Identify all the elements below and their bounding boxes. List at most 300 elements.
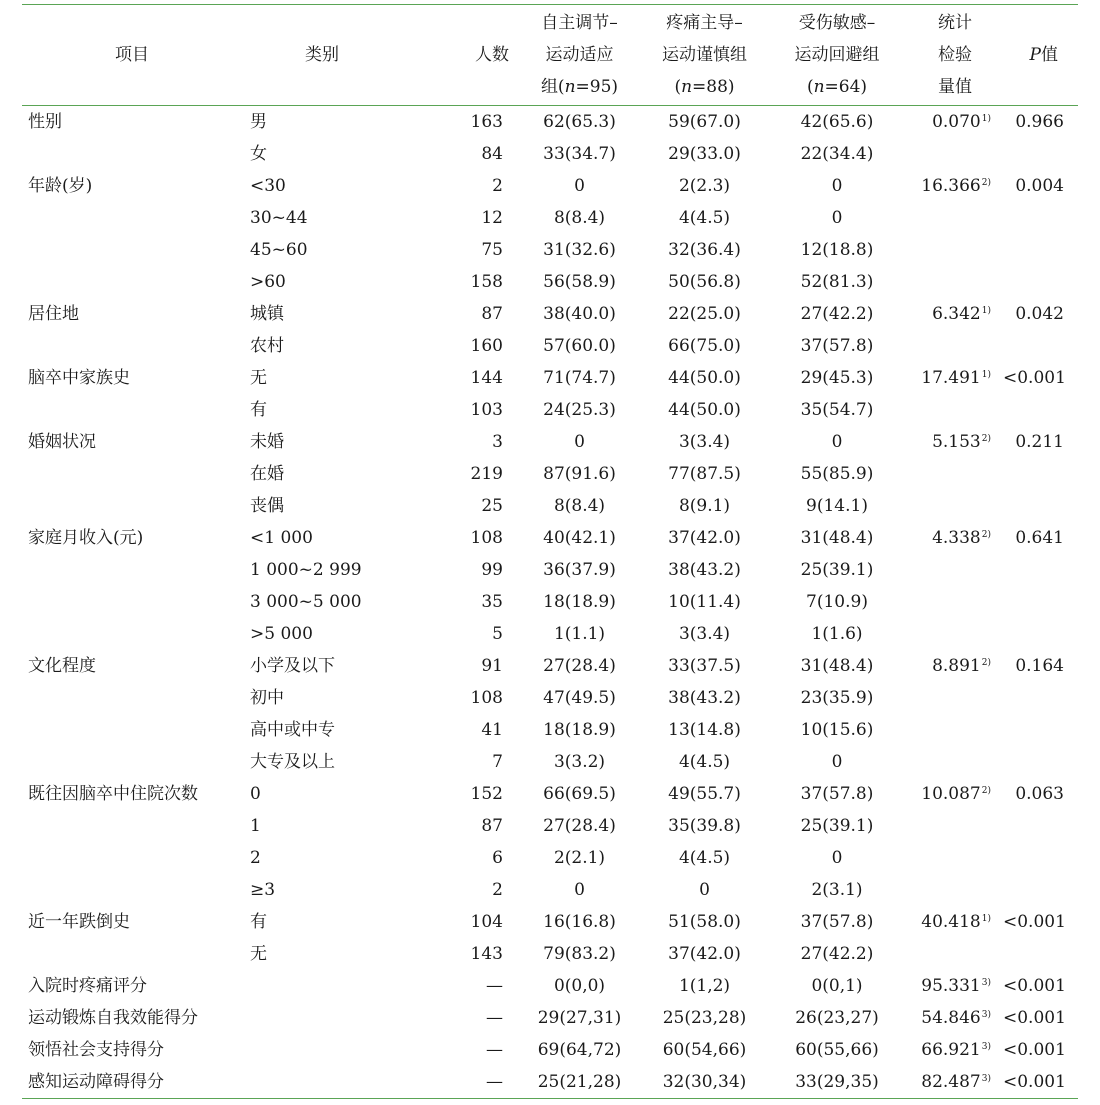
header-group-2-line-2: 运动谨慎组 [662, 45, 747, 65]
row-category-text: 无 [250, 944, 267, 964]
stat-footnote-marker: 2) [981, 178, 991, 188]
row-p-value [1003, 234, 1078, 266]
header-stat [907, 5, 1003, 105]
stat-footnote-marker: 3) [981, 1074, 991, 1084]
row-item [22, 778, 242, 810]
row-count-text: 7 [492, 752, 503, 772]
row-item [22, 682, 242, 714]
row-category-text: 男 [250, 112, 267, 132]
row-p-value [1003, 778, 1078, 810]
row-group-1-text: 33(34.7) [543, 144, 616, 164]
row-group-2-text: 1(1,2) [678, 976, 731, 996]
row-group-2 [642, 1066, 767, 1098]
row-group-3 [767, 394, 907, 426]
row-stat [907, 1002, 1003, 1034]
row-stat [907, 650, 1003, 682]
row-group-3-text: 12(18.8) [800, 240, 874, 260]
row-group-3-text: 31(48.4) [800, 528, 874, 548]
row-group-2 [642, 618, 767, 650]
table-row [22, 714, 1078, 746]
row-group-1 [517, 746, 642, 778]
row-group-3-text: 42(65.6) [800, 112, 874, 132]
row-category [242, 938, 402, 970]
row-category-text: 丧偶 [250, 496, 284, 516]
table-row [22, 554, 1078, 586]
row-group-2-text: 4(4.5) [678, 848, 731, 868]
row-group-1-text: 18(18.9) [543, 592, 616, 612]
row-count-text: — [486, 1040, 503, 1060]
row-p-value [1003, 650, 1078, 682]
row-stat [907, 106, 1003, 138]
row-item [22, 650, 242, 682]
row-count [402, 970, 517, 1002]
row-category-text: 1 000~2 999 [250, 560, 362, 580]
row-group-2-text: 13(14.8) [668, 720, 741, 740]
row-count [402, 426, 517, 458]
row-group-2-text: 22(25.0) [668, 304, 741, 324]
table-row [22, 810, 1078, 842]
table-wrapper [22, 4, 1078, 1099]
row-group-2-text: 51(58.0) [668, 912, 741, 932]
row-p-value-text: <0.001 [1003, 368, 1066, 388]
table-row [22, 362, 1078, 394]
row-count [402, 650, 517, 682]
row-group-3 [767, 330, 907, 362]
row-item-text: 领悟社会支持得分 [28, 1040, 164, 1060]
row-count [402, 330, 517, 362]
row-group-3 [767, 458, 907, 490]
row-count [402, 234, 517, 266]
row-count-text: 91 [481, 656, 503, 676]
row-group-2-text: 37(42.0) [668, 944, 741, 964]
row-group-3 [767, 970, 907, 1002]
row-category [242, 650, 402, 682]
row-count [402, 266, 517, 298]
row-stat [907, 298, 1003, 330]
row-group-1 [517, 426, 642, 458]
row-p-value [1003, 874, 1078, 906]
row-stat [907, 682, 1003, 714]
row-group-1 [517, 842, 642, 874]
data-table-body [22, 106, 1078, 1098]
row-group-1 [517, 682, 642, 714]
row-category-text: 0 [250, 784, 261, 804]
row-group-1-text: 0(0,0) [553, 976, 606, 996]
row-group-3-text: 22(34.4) [800, 144, 874, 164]
row-group-1-text: 8(8.4) [553, 496, 606, 516]
row-group-1-text: 27(28.4) [543, 656, 616, 676]
row-group-1 [517, 970, 642, 1002]
row-count [402, 170, 517, 202]
row-group-3-text: 0 [831, 752, 843, 772]
row-group-3 [767, 938, 907, 970]
row-category [242, 970, 402, 1002]
row-group-3 [767, 106, 907, 138]
row-item [22, 874, 242, 906]
row-category [242, 170, 402, 202]
row-stat [907, 906, 1003, 938]
row-stat [907, 1066, 1003, 1098]
row-group-1 [517, 234, 642, 266]
row-stat [907, 330, 1003, 362]
row-group-1 [517, 906, 642, 938]
row-p-value [1003, 458, 1078, 490]
row-group-1 [517, 938, 642, 970]
row-count-text: 25 [481, 496, 503, 516]
stat-footnote-marker: 3) [981, 1010, 991, 1020]
header-group-2 [642, 5, 767, 105]
row-item [22, 266, 242, 298]
table-row [22, 970, 1078, 1002]
row-group-3-text: 2(3.1) [811, 880, 863, 900]
table-row [22, 458, 1078, 490]
row-group-1-text: 62(65.3) [543, 112, 616, 132]
row-category [242, 554, 402, 586]
row-count [402, 938, 517, 970]
row-p-value [1003, 842, 1078, 874]
row-category-text: 未婚 [250, 432, 284, 452]
row-p-value-text: 0.063 [1015, 784, 1064, 804]
row-count-text: 87 [481, 304, 503, 324]
row-count-text: 144 [470, 368, 503, 388]
row-group-2-text: 3(3.4) [678, 624, 731, 644]
row-category-text: 女 [250, 144, 267, 164]
row-item-text: 婚姻状况 [28, 432, 96, 452]
row-group-2 [642, 874, 767, 906]
stat-footnote-marker: 3) [981, 978, 991, 988]
row-stat-text: 95.331 [921, 976, 981, 996]
row-group-2 [642, 298, 767, 330]
row-item [22, 458, 242, 490]
row-group-3-text: 10(15.6) [800, 720, 874, 740]
row-group-2 [642, 170, 767, 202]
row-item [22, 1066, 242, 1098]
row-count-text: 2 [492, 176, 503, 196]
row-group-1-text: 0 [574, 176, 585, 196]
row-p-value [1003, 1002, 1078, 1034]
stat-footnote-marker: 1) [981, 914, 991, 924]
row-group-2-text: 4(4.5) [678, 752, 731, 772]
row-group-2 [642, 554, 767, 586]
row-group-1-text: 1(1.1) [553, 624, 606, 644]
row-group-1 [517, 394, 642, 426]
row-count-text: 3 [492, 432, 503, 452]
row-group-2-text: 8(9.1) [678, 496, 731, 516]
row-group-3 [767, 362, 907, 394]
row-category-text: 城镇 [250, 304, 284, 324]
row-p-value-text: <0.001 [1003, 976, 1066, 996]
row-group-3-text: 9(14.1) [806, 496, 868, 516]
row-category [242, 138, 402, 170]
table-row [22, 938, 1078, 970]
row-count [402, 842, 517, 874]
header-p-value: P值 [1029, 45, 1058, 65]
row-group-3 [767, 586, 907, 618]
row-group-3-text: 7(10.9) [806, 592, 868, 612]
row-category [242, 1034, 402, 1066]
table-row [22, 618, 1078, 650]
row-item [22, 490, 242, 522]
table-row [22, 1066, 1078, 1098]
row-category [242, 810, 402, 842]
row-group-3-text: 27(42.2) [800, 944, 874, 964]
row-group-2 [642, 426, 767, 458]
row-category-text: 30~44 [250, 208, 308, 228]
row-count-text: 99 [481, 560, 503, 580]
row-group-1-text: 66(69.5) [543, 784, 616, 804]
row-category-text: <1 000 [250, 528, 313, 548]
row-group-3-text: 55(85.9) [800, 464, 874, 484]
row-item [22, 1002, 242, 1034]
row-group-3 [767, 202, 907, 234]
stat-footnote-marker: 2) [981, 658, 991, 668]
row-count [402, 138, 517, 170]
row-category [242, 586, 402, 618]
row-group-2 [642, 106, 767, 138]
table-body [22, 106, 1078, 1098]
row-stat [907, 426, 1003, 458]
row-item-text: 居住地 [28, 304, 79, 324]
row-group-1-text: 27(28.4) [543, 816, 616, 836]
row-category [242, 746, 402, 778]
row-group-1-text: 25(21,28) [537, 1072, 622, 1092]
row-group-1 [517, 490, 642, 522]
row-category-text: 无 [250, 368, 267, 388]
row-item [22, 970, 242, 1002]
row-category-text: 农村 [250, 336, 284, 356]
row-group-2-text: 32(36.4) [668, 240, 741, 260]
row-group-1-text: 31(32.6) [543, 240, 616, 260]
row-group-3-text: 0 [831, 848, 843, 868]
header-category: 类别 [305, 45, 339, 65]
row-p-value [1003, 586, 1078, 618]
row-count [402, 1066, 517, 1098]
row-count-text: — [486, 976, 503, 996]
row-group-2-text: 35(39.8) [668, 816, 741, 836]
header-group-2-line-3: (n=88) [674, 77, 735, 97]
row-category [242, 394, 402, 426]
row-group-3-text: 0 [831, 208, 843, 228]
row-category [242, 618, 402, 650]
row-group-3-text: 27(42.2) [800, 304, 874, 324]
row-count [402, 202, 517, 234]
row-category [242, 842, 402, 874]
row-group-1-text: 87(91.6) [543, 464, 616, 484]
row-group-3 [767, 522, 907, 554]
row-category [242, 330, 402, 362]
row-stat [907, 586, 1003, 618]
header-group-3-line-2: 运动回避组 [794, 45, 880, 65]
row-group-2-text: 60(54,66) [662, 1040, 747, 1060]
row-p-value-text: 0.641 [1015, 528, 1064, 548]
row-p-value [1003, 714, 1078, 746]
table-row [22, 138, 1078, 170]
row-group-1-text: 29(27,31) [537, 1008, 622, 1028]
row-p-value [1003, 490, 1078, 522]
row-item [22, 714, 242, 746]
row-group-1-text: 3(3.2) [553, 752, 606, 772]
header-group-1-line-2: 运动适应 [545, 45, 614, 65]
row-count [402, 618, 517, 650]
row-stat-text: 10.087 [921, 784, 981, 804]
row-group-1 [517, 266, 642, 298]
row-group-2 [642, 714, 767, 746]
header-stat-line-1: 统计 [938, 13, 972, 33]
row-group-2 [642, 970, 767, 1002]
row-stat [907, 714, 1003, 746]
row-group-3 [767, 874, 907, 906]
row-group-3-text: 23(35.9) [800, 688, 874, 708]
header-group-1-line-3: 组(n=95) [540, 77, 619, 97]
row-item-text: 家庭月收入(元) [28, 528, 144, 548]
row-stat [907, 810, 1003, 842]
row-group-1 [517, 650, 642, 682]
row-p-value [1003, 170, 1078, 202]
header-stat-line-3: 量值 [938, 77, 972, 97]
table-row [22, 298, 1078, 330]
row-group-2-text: 3(3.4) [678, 432, 731, 452]
row-stat [907, 362, 1003, 394]
row-group-3-text: 26(23,27) [795, 1008, 879, 1028]
data-table [22, 5, 1078, 105]
row-group-1 [517, 202, 642, 234]
row-count [402, 906, 517, 938]
row-count-text: 2 [492, 880, 503, 900]
table-row [22, 490, 1078, 522]
row-group-2-text: 2(2.3) [678, 176, 731, 196]
row-group-2 [642, 234, 767, 266]
table-row [22, 842, 1078, 874]
row-group-2-text: 59(67.0) [668, 112, 741, 132]
row-group-3 [767, 1034, 907, 1066]
row-p-value-text: <0.001 [1003, 1008, 1066, 1028]
row-group-2 [642, 490, 767, 522]
row-group-2-text: 0 [699, 880, 710, 900]
row-group-2 [642, 1034, 767, 1066]
row-stat-text: 54.846 [921, 1008, 981, 1028]
header-group-3-line-3: (n=64) [806, 77, 868, 97]
row-group-3 [767, 490, 907, 522]
row-p-value [1003, 298, 1078, 330]
row-count [402, 490, 517, 522]
row-group-3 [767, 618, 907, 650]
row-item [22, 746, 242, 778]
row-group-1-text: 69(64,72) [537, 1040, 622, 1060]
row-group-2 [642, 810, 767, 842]
row-group-1-text: 2(2.1) [553, 848, 606, 868]
row-category-text: 2 [250, 848, 261, 868]
row-group-2 [642, 586, 767, 618]
row-group-1 [517, 362, 642, 394]
row-group-1 [517, 586, 642, 618]
row-group-2 [642, 266, 767, 298]
row-group-1 [517, 458, 642, 490]
row-group-3-text: 37(57.8) [800, 784, 874, 804]
row-category [242, 490, 402, 522]
stat-footnote-marker: 1) [981, 370, 991, 380]
row-group-3-text: 25(39.1) [800, 560, 874, 580]
row-category [242, 426, 402, 458]
row-count-text: 143 [470, 944, 503, 964]
row-count-text: 6 [492, 848, 503, 868]
table-row [22, 682, 1078, 714]
row-count-text: 12 [481, 208, 503, 228]
row-p-value [1003, 906, 1078, 938]
row-stat [907, 170, 1003, 202]
row-item [22, 586, 242, 618]
table-row [22, 266, 1078, 298]
row-stat-text: 16.366 [921, 176, 981, 196]
row-group-3 [767, 554, 907, 586]
row-group-2 [642, 330, 767, 362]
row-group-1 [517, 522, 642, 554]
row-stat-text: 17.491 [921, 368, 981, 388]
row-group-3-text: 0(0,1) [811, 976, 863, 996]
row-count-text: 160 [470, 336, 503, 356]
table-row [22, 1002, 1078, 1034]
row-group-3 [767, 714, 907, 746]
row-stat-text: 8.891 [932, 656, 981, 676]
stat-footnote-marker: 2) [981, 786, 991, 796]
row-count [402, 1034, 517, 1066]
row-stat [907, 1034, 1003, 1066]
row-count-text: 75 [481, 240, 503, 260]
row-item [22, 618, 242, 650]
row-category [242, 906, 402, 938]
row-count [402, 810, 517, 842]
row-stat [907, 458, 1003, 490]
row-group-2-text: 49(55.7) [668, 784, 741, 804]
row-group-1 [517, 1002, 642, 1034]
row-p-value [1003, 266, 1078, 298]
row-group-1 [517, 714, 642, 746]
table-row [22, 874, 1078, 906]
header-group-1 [517, 5, 642, 105]
row-stat [907, 842, 1003, 874]
row-p-value [1003, 522, 1078, 554]
row-count [402, 522, 517, 554]
stat-footnote-marker: 1) [981, 306, 991, 316]
stat-footnote-marker: 3) [981, 1042, 991, 1052]
row-category [242, 106, 402, 138]
row-category-text: >60 [250, 272, 286, 292]
row-p-value-text: <0.001 [1003, 1040, 1066, 1060]
row-p-value [1003, 618, 1078, 650]
row-group-3 [767, 778, 907, 810]
row-count-text: 87 [481, 816, 503, 836]
table-row [22, 170, 1078, 202]
row-group-1-text: 18(18.9) [543, 720, 616, 740]
row-p-value [1003, 810, 1078, 842]
row-p-value-text: 0.042 [1015, 304, 1064, 324]
row-item [22, 106, 242, 138]
row-count-text: 5 [492, 624, 503, 644]
header-group-2-line-1: 疼痛主导– [666, 13, 743, 33]
row-stat-text: 40.418 [921, 912, 981, 932]
row-group-2 [642, 1002, 767, 1034]
row-group-2 [642, 394, 767, 426]
row-stat [907, 618, 1003, 650]
row-group-3-text: 0 [831, 432, 843, 452]
row-stat [907, 554, 1003, 586]
header-count: 人数 [475, 45, 509, 65]
row-group-1-text: 8(8.4) [553, 208, 606, 228]
row-group-1 [517, 554, 642, 586]
row-group-2 [642, 842, 767, 874]
header-stat-line-2: 检验 [938, 45, 972, 65]
table-row [22, 522, 1078, 554]
stat-footnote-marker: 2) [981, 434, 991, 444]
